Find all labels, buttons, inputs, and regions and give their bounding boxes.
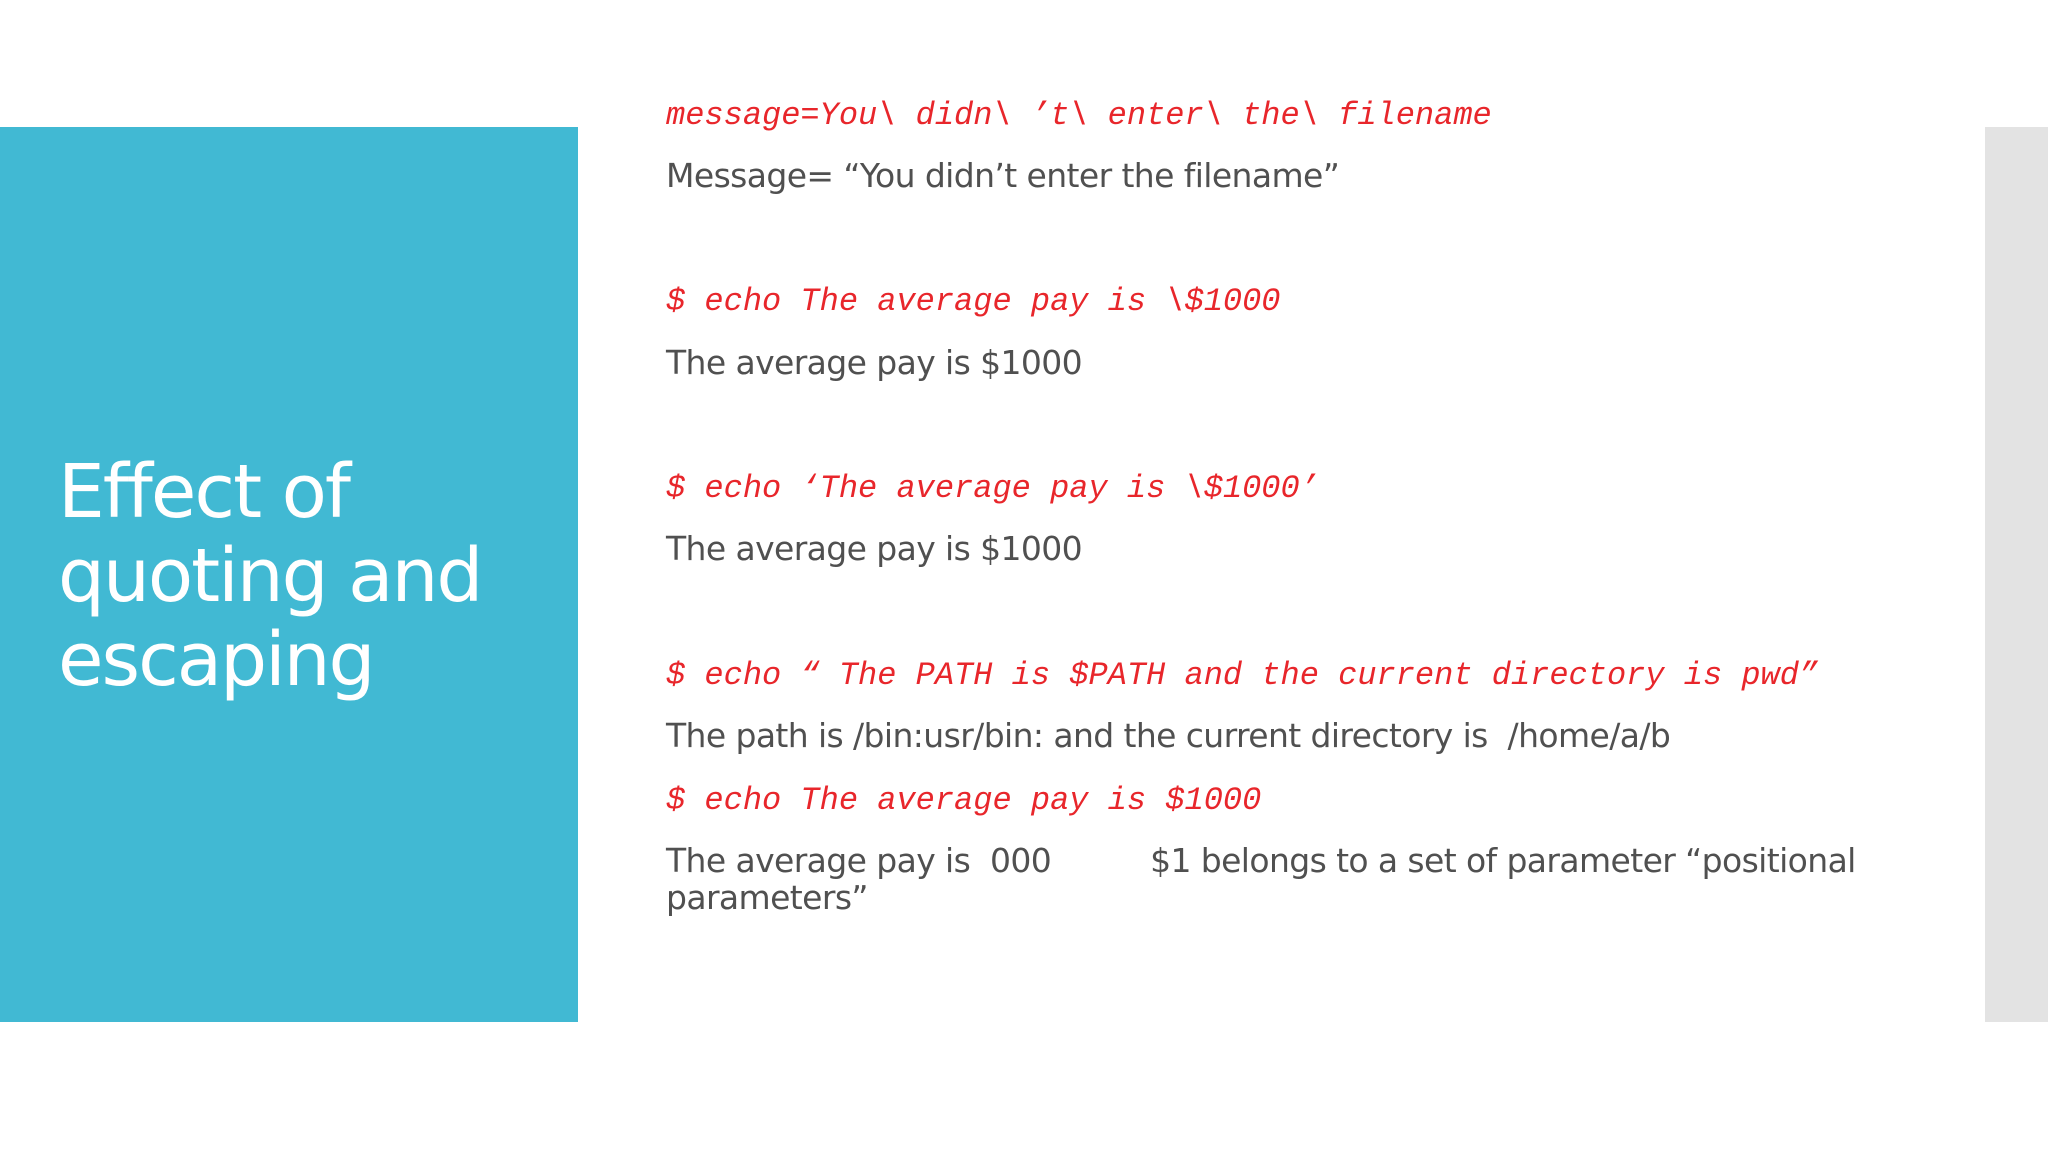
code-line-3: $ echo ‘The average pay is \$1000’: [666, 470, 1319, 507]
output-line-5: The average pay is 000 $1 belongs to a set of parameter “positional parameters”: [666, 841, 1866, 917]
output-line-3: The average pay is $1000: [666, 529, 1083, 568]
slide-title: Effect of quoting and escaping: [58, 449, 482, 703]
code-line-4: $ echo “ The PATH is $PATH and the current directory is pwd”: [666, 657, 1819, 694]
code-line-1: message=You\ didn\ ’t\ enter\ the\ filename: [666, 97, 1492, 134]
output-line-1: Message= “You didn’t enter the filename”: [666, 156, 1340, 195]
code-line-5: $ echo The average pay is $1000: [666, 782, 1262, 819]
output-line-2: The average pay is $1000: [666, 343, 1083, 382]
code-line-2: $ echo The average pay is \$1000: [666, 283, 1281, 320]
right-accent-bar: [1985, 127, 2048, 1022]
output-line-4: The path is /bin:usr/bin: and the current directory is /home/a/b: [666, 716, 1671, 755]
